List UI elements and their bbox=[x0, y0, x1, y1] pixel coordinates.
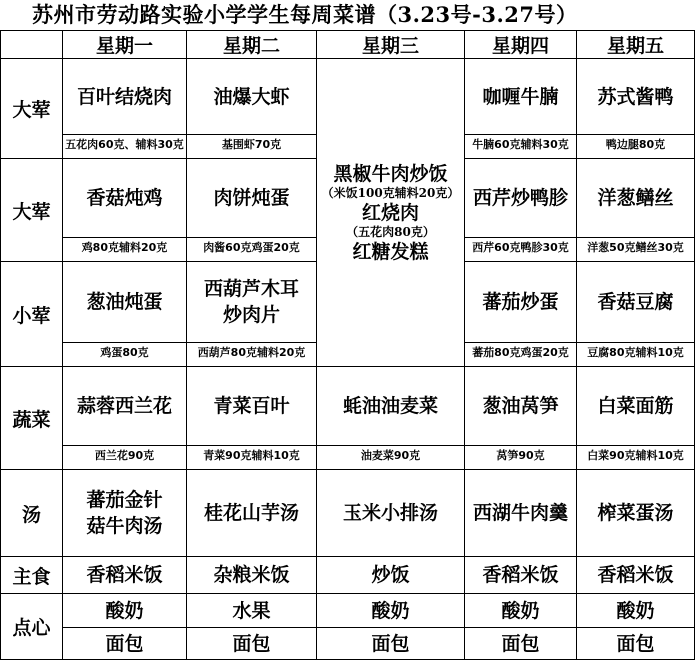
meat2-tue-ing-text: 肉酱60克鸡蛋20克 bbox=[203, 241, 300, 254]
day-header-mon: 星期一 bbox=[63, 31, 187, 59]
snack-row-2 bbox=[1, 628, 695, 660]
category-half: 小荤 bbox=[1, 262, 63, 367]
veg-tue-ing-text: 青菜90克辅料10克 bbox=[203, 449, 300, 462]
meat2-fri-dish: 洋葱鳝丝 bbox=[577, 159, 695, 238]
meat1-tue-ingredients bbox=[187, 135, 317, 159]
meat1-fri-ing-text: 鸭边腿80克 bbox=[605, 138, 666, 151]
staple-fri: 香稻米饭 bbox=[577, 557, 695, 594]
snack2-fri: 面包 bbox=[577, 628, 695, 660]
soup-wed: 玉米小排汤 bbox=[317, 470, 465, 557]
half-fri-ing-text: 豆腐80克辅料10克 bbox=[587, 346, 684, 359]
half-thu-ingredients bbox=[465, 343, 577, 367]
wed-combo-line4: （五花肉80克） bbox=[346, 224, 435, 239]
meat1-mon-ingredients bbox=[63, 135, 187, 159]
meat1-thu-ing-text: 牛腩60克辅料30克 bbox=[472, 138, 569, 151]
meat1-tue-dish: 油爆大虾 bbox=[187, 59, 317, 135]
half-fri-dish: 香菇豆腐 bbox=[577, 262, 695, 343]
category-snack: 点心 bbox=[1, 594, 63, 660]
meat1-fri-dish: 苏式酱鸭 bbox=[577, 59, 695, 135]
soup-mon: 蕃茄金针菇牛肉汤 bbox=[63, 470, 187, 557]
snack1-thu: 酸奶 bbox=[465, 594, 577, 628]
half-tue-dish: 西葫芦木耳炒肉片 bbox=[187, 262, 317, 343]
wed-combo-cell bbox=[317, 59, 465, 367]
category-veg: 蔬菜 bbox=[1, 367, 63, 470]
meat2-mon-dish: 香菇炖鸡 bbox=[63, 159, 187, 238]
veg-wed-dish: 蚝油油麦菜 bbox=[317, 367, 465, 446]
day-header-thu: 星期四 bbox=[465, 31, 577, 59]
snack1-wed: 酸奶 bbox=[317, 594, 465, 628]
meat1-dish-row bbox=[1, 59, 695, 135]
veg-ing-row bbox=[1, 446, 695, 470]
veg-fri-dish: 白菜面筋 bbox=[577, 367, 695, 446]
veg-thu-ing-text: 莴笋90克 bbox=[496, 449, 545, 462]
category-meat1: 大荤 bbox=[1, 59, 63, 159]
meat2-mon-ingredients bbox=[63, 238, 187, 262]
category-staple: 主食 bbox=[1, 557, 63, 594]
snack1-mon: 酸奶 bbox=[63, 594, 187, 628]
meat1-mon-ing-text: 五花肉60克、辅料30克 bbox=[65, 138, 184, 151]
half-thu-dish: 蕃茄炒蛋 bbox=[465, 262, 577, 343]
half-mon-dish: 葱油炖蛋 bbox=[63, 262, 187, 343]
staple-row bbox=[1, 557, 695, 594]
veg-mon-dish: 蒜蓉西兰花 bbox=[63, 367, 187, 446]
category-meat2: 大荤 bbox=[1, 159, 63, 262]
page-title: 苏州市劳动路实验小学学生每周菜谱（3.23号-3.27号） bbox=[32, 2, 578, 27]
meat1-mon-dish: 百叶结烧肉 bbox=[63, 59, 187, 135]
staple-mon: 香稻米饭 bbox=[63, 557, 187, 594]
snack2-tue: 面包 bbox=[187, 628, 317, 660]
veg-thu-dish: 葱油莴笋 bbox=[465, 367, 577, 446]
snack1-tue: 水果 bbox=[187, 594, 317, 628]
half-mon-ingredients bbox=[63, 343, 187, 367]
soup-row bbox=[1, 470, 695, 557]
soup-thu: 西湖牛肉羹 bbox=[465, 470, 577, 557]
meat2-mon-ing-text: 鸡80克辅料20克 bbox=[81, 241, 168, 254]
day-header-fri: 星期五 bbox=[577, 31, 695, 59]
meat2-thu-dish: 西芹炒鸭胗 bbox=[465, 159, 577, 238]
veg-wed-ingredients bbox=[317, 446, 465, 470]
day-header-wed: 星期三 bbox=[317, 31, 465, 59]
soup-tue: 桂花山芋汤 bbox=[187, 470, 317, 557]
snack2-thu: 面包 bbox=[465, 628, 577, 660]
meat1-thu-ingredients bbox=[465, 135, 577, 159]
half-fri-ingredients bbox=[577, 343, 695, 367]
snack1-fri: 酸奶 bbox=[577, 594, 695, 628]
veg-dish-row bbox=[1, 367, 695, 446]
half-tue-ingredients bbox=[187, 343, 317, 367]
snack-row-1 bbox=[1, 594, 695, 628]
menu-table bbox=[0, 30, 695, 660]
veg-tue-dish: 青菜百叶 bbox=[187, 367, 317, 446]
half-mon-ing-text: 鸡蛋80克 bbox=[100, 346, 149, 359]
wed-combo-line2: （米饭100克辅料20克） bbox=[321, 185, 460, 200]
wed-combo-line3: 红烧肉 bbox=[361, 201, 419, 224]
half-thu-ing-text: 蕃茄80克鸡蛋20克 bbox=[472, 346, 569, 359]
meat2-fri-ing-text: 洋葱50克鳝丝30克 bbox=[587, 241, 684, 254]
veg-thu-ingredients bbox=[465, 446, 577, 470]
day-header-tue: 星期二 bbox=[187, 31, 317, 59]
veg-wed-ing-text: 油麦菜90克 bbox=[360, 449, 421, 462]
soup-fri: 榨菜蛋汤 bbox=[577, 470, 695, 557]
meat2-fri-ingredients bbox=[577, 238, 695, 262]
veg-mon-ingredients bbox=[63, 446, 187, 470]
staple-tue: 杂粮米饭 bbox=[187, 557, 317, 594]
wed-combo-line1: 黑椒牛肉炒饭 bbox=[333, 162, 448, 185]
corner-cell bbox=[1, 31, 63, 59]
staple-thu: 香稻米饭 bbox=[465, 557, 577, 594]
veg-mon-ing-text: 西兰花90克 bbox=[94, 449, 155, 462]
meat2-thu-ing-text: 西芹60克鸭胗30克 bbox=[472, 241, 569, 254]
staple-wed: 炒饭 bbox=[317, 557, 465, 594]
meat2-thu-ingredients bbox=[465, 238, 577, 262]
veg-fri-ingredients bbox=[577, 446, 695, 470]
snack2-mon: 面包 bbox=[63, 628, 187, 660]
meat2-tue-ingredients bbox=[187, 238, 317, 262]
meat1-thu-dish: 咖喱牛腩 bbox=[465, 59, 577, 135]
header-row bbox=[1, 31, 695, 59]
category-soup: 汤 bbox=[1, 470, 63, 557]
meat1-tue-ing-text: 基围虾70克 bbox=[221, 138, 282, 151]
veg-tue-ingredients bbox=[187, 446, 317, 470]
meat2-tue-dish: 肉饼炖蛋 bbox=[187, 159, 317, 238]
half-tue-ing-text: 西葫芦80克辅料20克 bbox=[197, 346, 306, 359]
wed-combo-line5: 红糖发糕 bbox=[352, 240, 429, 263]
meat1-fri-ingredients bbox=[577, 135, 695, 159]
veg-fri-ing-text: 白菜90克辅料10克 bbox=[587, 449, 684, 462]
snack2-wed: 面包 bbox=[317, 628, 465, 660]
